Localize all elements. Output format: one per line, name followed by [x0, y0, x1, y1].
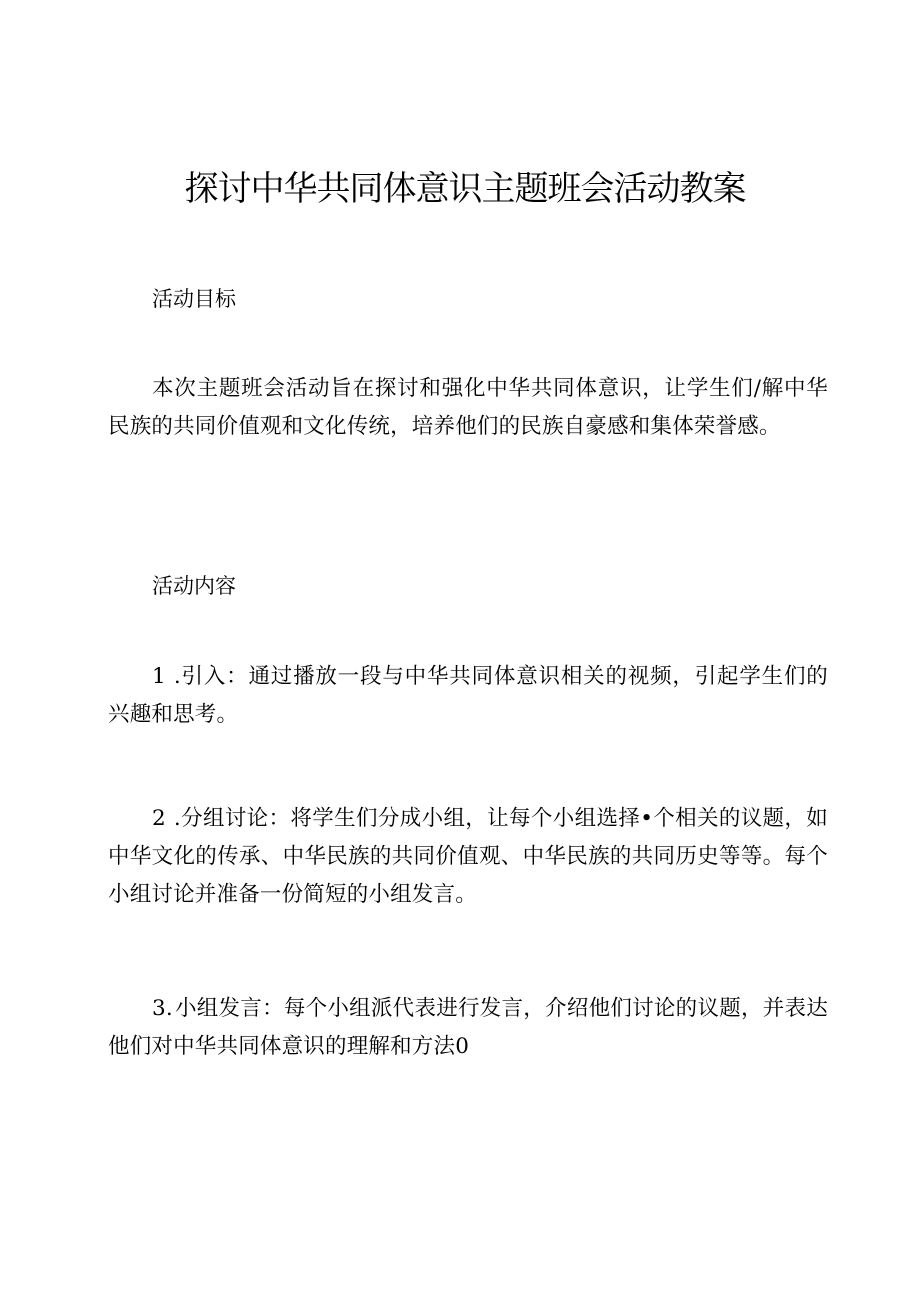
list-item-number: 1 — [152, 664, 166, 689]
section-heading-content: 活动内容 — [152, 574, 236, 598]
document-title: 探讨中华共同体意识主题班会活动教案 — [184, 169, 746, 209]
list-item-text: 小组发言：每个小组派代表进行发言，介绍他们讨论的议题，并表达他们对中华共同体意识的理解和方法0 — [108, 996, 828, 1059]
list-item-number: 3. — [152, 996, 173, 1021]
list-item-1 — [108, 658, 828, 734]
list-item-2 — [108, 800, 828, 914]
list-item-3 — [108, 990, 828, 1066]
list-item-number: 2 — [152, 806, 166, 831]
goals-paragraph: 本次主题班会活动旨在探讨和强化中华共同体意识，让学生们/解中华民族的共同价值观和文化传统，培养他们的民族自豪感和集体荣誉感。 — [108, 376, 828, 439]
list-item-text: .分组讨论：将学生们分成小组，让每个小组选择•个相关的议题，如中华文化的传承、中华民族的共同价值观、中华民族的共同历史等等。每个小组讨论并准备一份简短的小组发言。 — [108, 806, 828, 907]
section-heading-goals: 活动目标 — [152, 287, 236, 311]
list-item-text: .引入：通过播放一段与中华共同体意识相关的视频，引起学生们的兴趣和思考。 — [108, 664, 828, 727]
